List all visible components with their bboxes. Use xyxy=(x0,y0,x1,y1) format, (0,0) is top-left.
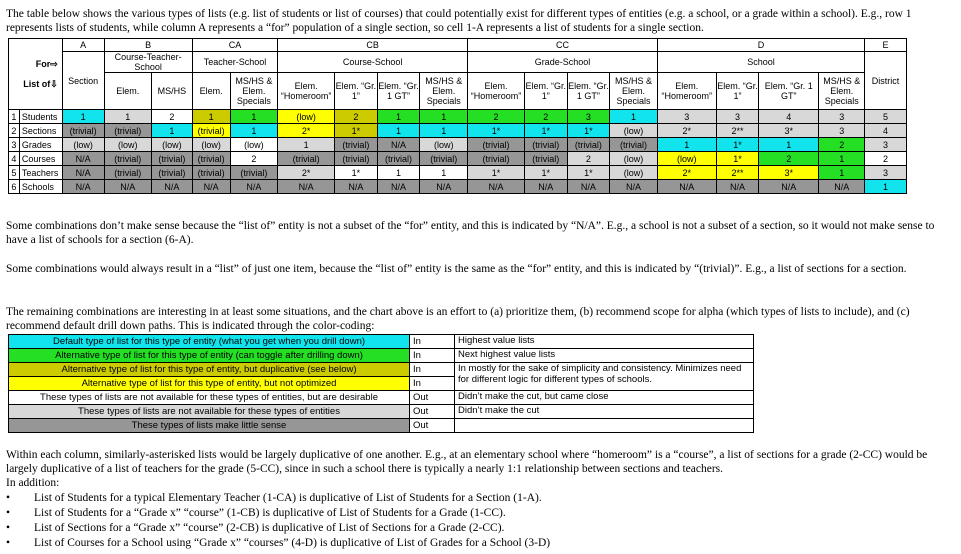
table-cell: 2 xyxy=(524,110,567,124)
trivial-paragraph: Some combinations would always result in a “list” of just one item, because the “list of” entity is the same as the “for” entity, and this is indicated by “(trivial)”. E.g., a list of sections for a section. xyxy=(6,263,907,275)
row-number: 3 xyxy=(9,138,20,152)
table-cell: 2 xyxy=(759,152,819,166)
bullet-text: List of Students for a “Grade x” “course” (1-CB) is duplicative of List of Students for a Grade (1-CC). xyxy=(34,507,506,519)
table-cell: (trivial) xyxy=(524,152,567,166)
legend-description: These types of lists make little sense xyxy=(9,419,410,433)
sub-header-cell: Elem. “Gr. 1” xyxy=(716,73,759,110)
row-label: Courses xyxy=(19,152,62,166)
table-cell: 1* xyxy=(567,124,610,138)
table-cell: 1* xyxy=(524,124,567,138)
sub-header-cell: Elem. “Gr. 1 GT” xyxy=(567,73,610,110)
row-label: Schools xyxy=(19,180,62,194)
table-cell: 3 xyxy=(865,166,907,180)
table-cell: 2* xyxy=(278,124,335,138)
sub-header-cell: Elem. “Gr. 1 GT” xyxy=(377,73,420,110)
group-header-grade-school: Grade-School xyxy=(468,52,658,73)
legend-in-out: Out xyxy=(410,419,455,433)
table-cell: (trivial) xyxy=(468,138,525,152)
table-cell: 2 xyxy=(865,152,907,166)
table-cell: N/A xyxy=(230,180,278,194)
table-cell: N/A xyxy=(610,180,658,194)
table-cell: (low) xyxy=(230,138,278,152)
legend-in-out: In xyxy=(410,363,455,377)
duplicative-paragraph: Within each column, similarly-asterisked lists would be largely duplicative of one another. E.g., at an elementary school where “homeroom” is a “course”, a list of sections for a grade (2-CC) would be largely duplicative of a list of teachers for the grade (5-CC), since in such a school there is typically a nearly 1:1 relationship between sections and teachers. xyxy=(6,449,928,475)
legend-in-out: Out xyxy=(410,405,455,419)
col-letter-b: B xyxy=(104,39,192,52)
legend-note: Next highest value lists xyxy=(455,349,754,363)
col-letter-a: A xyxy=(62,39,104,52)
legend-description: These types of lists are not available for these types of entities, but are desirable xyxy=(9,391,410,405)
bullet-icon: • xyxy=(6,522,11,534)
table-cell: 4 xyxy=(759,110,819,124)
bullet-text: List of Sections for a “Grade x” “course” (2-CB) is duplicative of List of Sections for a Grade (2-CC). xyxy=(34,522,505,534)
legend-description: These types of lists are not available for these types of entities xyxy=(9,405,410,419)
table-cell: 1* xyxy=(335,166,378,180)
legend-note: Didn’t make the cut xyxy=(455,405,754,419)
list-item xyxy=(6,491,550,506)
table-cell: 1 xyxy=(420,124,468,138)
table-cell: 5 xyxy=(865,110,907,124)
legend-description: Alternative type of list for this type of entity, but not optimized xyxy=(9,377,410,391)
row-label: Teachers xyxy=(19,166,62,180)
sub-header-cell: Elem. “Gr. 1” xyxy=(524,73,567,110)
bullet-icon: • xyxy=(6,537,11,549)
legend-note: In mostly for the sake of simplicity and consistency. Minimizes need for different logic for different types of schools. xyxy=(455,363,754,391)
row-label: Grades xyxy=(19,138,62,152)
table-cell: 1* xyxy=(335,124,378,138)
col-letter-ca: CA xyxy=(192,39,277,52)
list-item xyxy=(6,521,550,536)
list-of-label: List of⇩ xyxy=(23,79,58,89)
sub-header-cell: Elem. “Homeroom” xyxy=(278,73,335,110)
table-row xyxy=(9,166,907,180)
table-cell: N/A xyxy=(62,180,104,194)
intro-paragraph: The table below shows the various types of lists (e.g. list of students or list of courses) that could potentially exist for different types of entities (e.g. a school, or a grade within a school). E.g., row 1 represents lists of students, while column A represents a “for” population of a single section, so cell 1-A represents a list of students for a single section. xyxy=(6,8,912,34)
col-letter-cc: CC xyxy=(468,39,658,52)
table-cell: N/A xyxy=(716,180,759,194)
table-cell: 1 xyxy=(278,138,335,152)
table-cell: (trivial) xyxy=(104,124,152,138)
legend-row xyxy=(9,349,754,363)
table-cell: (low) xyxy=(610,166,658,180)
legend-row xyxy=(9,363,754,377)
group-header-row xyxy=(9,52,907,73)
table-cell: 1 xyxy=(377,166,420,180)
table-row xyxy=(9,180,907,194)
table-cell: 2 xyxy=(468,110,525,124)
table-cell: 1 xyxy=(657,138,716,152)
table-cell: 1 xyxy=(152,124,193,138)
table-cell: 2 xyxy=(335,110,378,124)
table-row xyxy=(9,152,907,166)
table-cell: 1 xyxy=(865,180,907,194)
color-legend xyxy=(8,334,754,433)
table-cell: 1 xyxy=(230,110,278,124)
legend-in-out: In xyxy=(410,335,455,349)
row-number: 4 xyxy=(9,152,20,166)
table-cell: N/A xyxy=(278,180,335,194)
legend-in-out: Out xyxy=(410,391,455,405)
table-cell: 1 xyxy=(230,124,278,138)
table-cell: 1 xyxy=(104,110,152,124)
table-cell: 1 xyxy=(62,110,104,124)
table-cell: 1 xyxy=(819,152,865,166)
list-types-table xyxy=(8,38,907,194)
group-header-district: District xyxy=(865,52,907,110)
bullet-text: List of Courses for a School using “Grade x” “courses” (4-D) is duplicative of List of Grades for a School (3-D) xyxy=(34,537,551,549)
table-cell: (trivial) xyxy=(192,124,230,138)
table-cell: 1* xyxy=(468,124,525,138)
table-cell: 2 xyxy=(230,152,278,166)
table-cell: 2* xyxy=(657,124,716,138)
table-row xyxy=(9,138,907,152)
table-cell: 3 xyxy=(819,124,865,138)
sub-header-cell: Elem. xyxy=(104,73,152,110)
table-cell: 2 xyxy=(567,152,610,166)
table-cell: (trivial) xyxy=(468,152,525,166)
table-cell: 3* xyxy=(759,124,819,138)
legend-description: Alternative type of list for this type of entity (can toggle after drilling down) xyxy=(9,349,410,363)
legend-row xyxy=(9,405,754,419)
table-cell: N/A xyxy=(524,180,567,194)
table-cell: (trivial) xyxy=(104,166,152,180)
table-cell: (trivial) xyxy=(420,152,468,166)
table-cell: (low) xyxy=(278,110,335,124)
legend-note: Highest value lists xyxy=(455,335,754,349)
table-cell: 4 xyxy=(865,124,907,138)
table-cell: (low) xyxy=(420,138,468,152)
col-letter-d: D xyxy=(657,39,864,52)
table-cell: (trivial) xyxy=(335,138,378,152)
table-cell: 2** xyxy=(716,124,759,138)
row-label: Students xyxy=(19,110,62,124)
sub-header-cell: Elem. “Gr. 1 GT” xyxy=(759,73,819,110)
legend-description: Alternative type of list for this type of entity, but duplicative (see below) xyxy=(9,363,410,377)
row-number: 1 xyxy=(9,110,20,124)
table-cell: 3 xyxy=(657,110,716,124)
group-header-course-teacher-school: Course-Teacher-School xyxy=(104,52,192,73)
list-item xyxy=(6,506,550,521)
legend-in-out: In xyxy=(410,377,455,391)
table-row xyxy=(9,124,907,138)
table-cell: 1 xyxy=(610,110,658,124)
table-cell: (trivial) xyxy=(567,138,610,152)
group-header-teacher-school: Teacher-School xyxy=(192,52,277,73)
row-number: 5 xyxy=(9,166,20,180)
table-cell: (trivial) xyxy=(192,152,230,166)
table-cell: N/A xyxy=(152,180,193,194)
table-cell: (low) xyxy=(610,124,658,138)
row-number: 2 xyxy=(9,124,20,138)
table-cell: (trivial) xyxy=(610,138,658,152)
table-cell: (trivial) xyxy=(230,166,278,180)
row-label: Sections xyxy=(19,124,62,138)
table-cell: 1 xyxy=(377,110,420,124)
sub-header-cell: MS/HS xyxy=(152,73,193,110)
group-header-course-school: Course-School xyxy=(278,52,468,73)
table-cell: (low) xyxy=(104,138,152,152)
table-cell: N/A xyxy=(819,180,865,194)
sub-header-cell: MS/HS & Elem. Specials xyxy=(230,73,278,110)
table-cell: N/A xyxy=(567,180,610,194)
sub-header-cell: MS/HS & Elem. Specials xyxy=(819,73,865,110)
table-cell: (trivial) xyxy=(335,152,378,166)
table-cell: (trivial) xyxy=(104,152,152,166)
sub-header-cell: Elem. “Gr. 1” xyxy=(335,73,378,110)
table-cell: 1* xyxy=(716,138,759,152)
in-addition-label: In addition: xyxy=(6,477,60,489)
remaining-paragraph: The remaining combinations are interesting in at least some situations, and the chart above is an effort to (a) prioritize them, (b) recommend scope for alpha (which types of lists to include), and (c) recommend default drill down paths. This is indicated through the color-coding: xyxy=(6,306,910,332)
table-cell: 1* xyxy=(468,166,525,180)
legend-row xyxy=(9,335,754,349)
table-cell: N/A xyxy=(420,180,468,194)
table-cell: (low) xyxy=(610,152,658,166)
bullet-icon: • xyxy=(6,507,11,519)
column-letter-row xyxy=(9,39,907,52)
legend-note: Didn’t make the cut, but came close xyxy=(455,391,754,405)
table-cell: (trivial) xyxy=(377,152,420,166)
group-header-section: Section xyxy=(62,52,104,110)
table-cell: (low) xyxy=(657,152,716,166)
table-cell: 1 xyxy=(420,166,468,180)
table-cell: 3* xyxy=(759,166,819,180)
table-cell: 3 xyxy=(567,110,610,124)
list-item xyxy=(6,536,550,551)
table-cell: 2* xyxy=(278,166,335,180)
sub-header-cell: Elem. “Homeroom” xyxy=(657,73,716,110)
corner-cell xyxy=(9,39,63,110)
legend-in-out: In xyxy=(410,349,455,363)
table-cell: 1 xyxy=(819,166,865,180)
table-cell: 2 xyxy=(152,110,193,124)
table-cell: (low) xyxy=(192,138,230,152)
table-cell: 1 xyxy=(192,110,230,124)
table-cell: 1 xyxy=(420,110,468,124)
na-paragraph: Some combinations don’t make sense because the “list of” entity is not a subset of the “for” entity, and this is indicated by “N/A”. E.g., a school is not a subset of a section, so it would not make sense to have a list of schools for a section (6-A). xyxy=(6,220,935,246)
table-cell: N/A xyxy=(62,152,104,166)
col-letter-cb: CB xyxy=(278,39,468,52)
sub-header-row xyxy=(9,73,907,110)
table-cell: 1 xyxy=(377,124,420,138)
table-cell: (trivial) xyxy=(278,152,335,166)
table-cell: N/A xyxy=(657,180,716,194)
table-cell: 1* xyxy=(716,152,759,166)
legend-description: Default type of list for this type of entity (what you get when you drill down) xyxy=(9,335,410,349)
col-letter-e: E xyxy=(865,39,907,52)
table-cell: 1* xyxy=(524,166,567,180)
table-cell: 3 xyxy=(819,110,865,124)
table-cell: N/A xyxy=(62,166,104,180)
table-cell: (trivial) xyxy=(62,124,104,138)
table-cell: (trivial) xyxy=(152,152,193,166)
table-cell: 2 xyxy=(819,138,865,152)
sub-header-cell: MS/HS & Elem. Specials xyxy=(610,73,658,110)
row-number: 6 xyxy=(9,180,20,194)
table-cell: 1* xyxy=(567,166,610,180)
table-cell: N/A xyxy=(377,138,420,152)
table-cell: N/A xyxy=(377,180,420,194)
table-cell: 2* xyxy=(657,166,716,180)
table-cell: N/A xyxy=(335,180,378,194)
legend-row xyxy=(9,419,754,433)
table-cell: 3 xyxy=(865,138,907,152)
bullet-icon: • xyxy=(6,492,11,504)
duplicative-bullet-list xyxy=(6,491,550,551)
table-cell: N/A xyxy=(759,180,819,194)
table-cell: (trivial) xyxy=(524,138,567,152)
table-cell: (trivial) xyxy=(152,166,193,180)
table-cell: (low) xyxy=(62,138,104,152)
table-cell: (low) xyxy=(152,138,193,152)
legend-row xyxy=(9,391,754,405)
table-cell: N/A xyxy=(468,180,525,194)
table-cell: N/A xyxy=(104,180,152,194)
table-cell: (trivial) xyxy=(192,166,230,180)
legend-note xyxy=(455,419,754,433)
group-header-school: School xyxy=(657,52,864,73)
sub-header-cell: Elem. xyxy=(192,73,230,110)
table-cell: 3 xyxy=(716,110,759,124)
table-cell: N/A xyxy=(192,180,230,194)
bullet-text: List of Students for a typical Elementary Teacher (1-CA) is duplicative of List of Students for a Section (1-A). xyxy=(34,492,542,504)
for-label: For⇨ xyxy=(35,59,58,69)
sub-header-cell: Elem. “Homeroom” xyxy=(468,73,525,110)
table-cell: 2** xyxy=(716,166,759,180)
sub-header-cell: MS/HS & Elem. Specials xyxy=(420,73,468,110)
table-row xyxy=(9,110,907,124)
table-cell: 1 xyxy=(759,138,819,152)
